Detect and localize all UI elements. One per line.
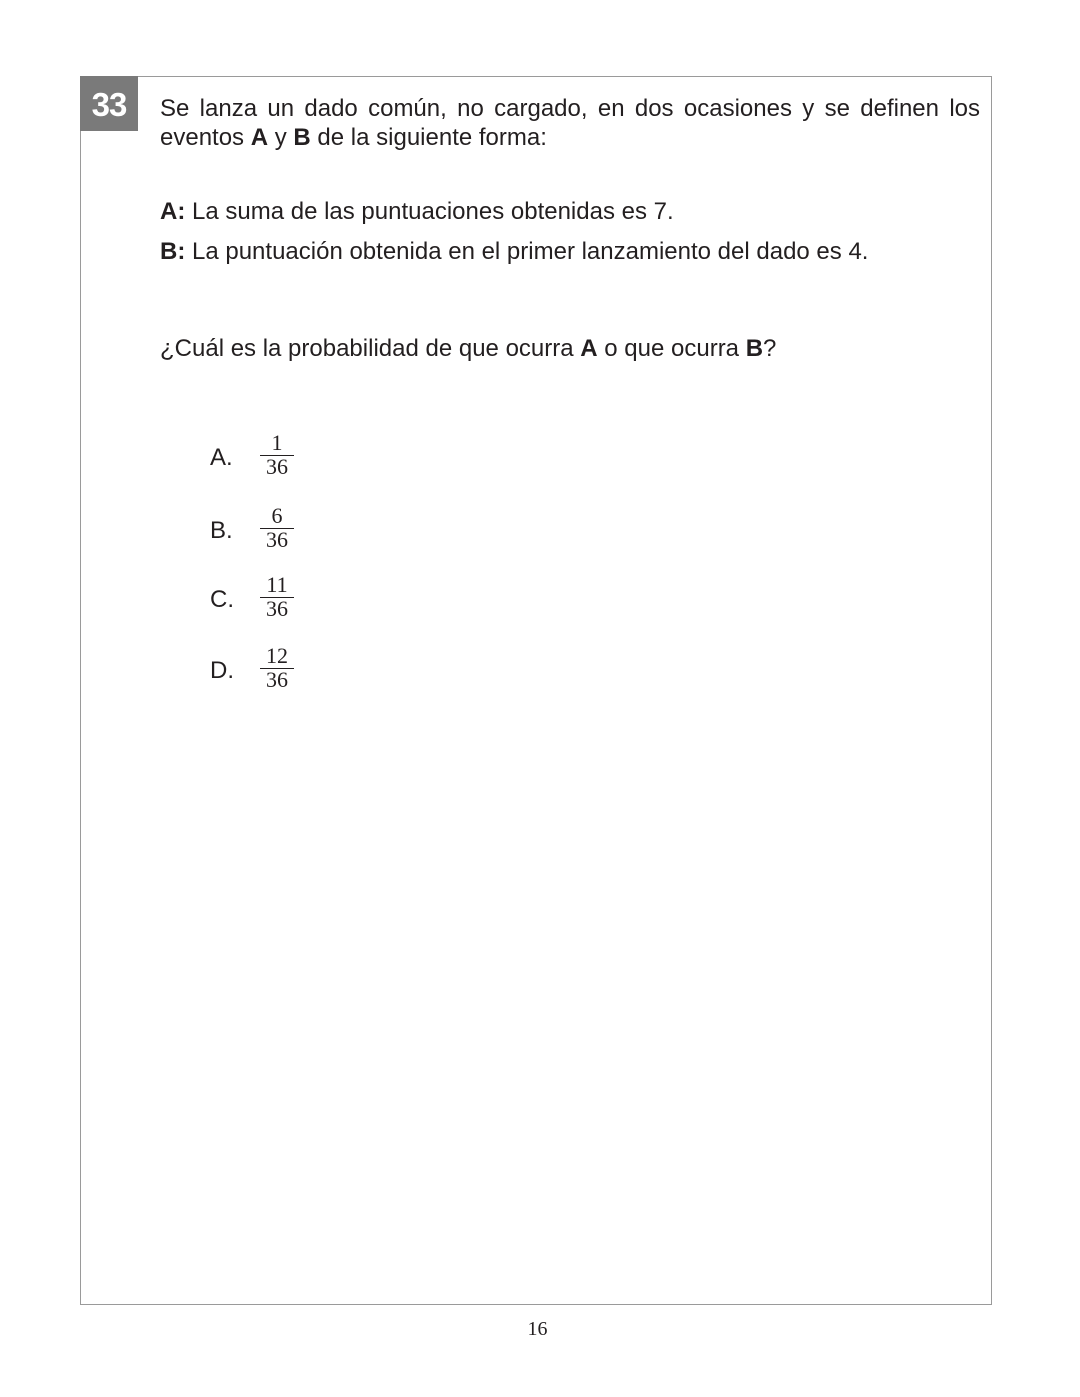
option-fraction [260,432,294,478]
numerator: 1 [260,432,294,456]
event-a-ref: A [580,335,598,362]
event-label: B: [160,238,186,265]
question-prompt [160,335,776,363]
option-letter: C. [210,586,234,613]
numerator: 6 [260,505,294,529]
event-text: La puntuación obtenida en el primer lanzamiento del dado es 4. [185,238,869,265]
prompt-text: ? [763,335,777,362]
event-a-ref: A [250,124,269,151]
event-text: La suma de las puntuaciones obtenidas es 7. [185,198,674,225]
option-letter: A. [210,444,233,471]
option-fraction [260,574,294,620]
option-letter: D. [210,657,234,684]
question-stem [160,94,980,152]
stem-text: Se lanza un dado común, no cargado, en dos ocasiones y se definen los eventos [160,95,980,151]
option-fraction [260,645,294,691]
numerator: 12 [260,645,294,669]
option-letter: B. [210,517,233,544]
event-a-definition [160,198,674,226]
event-b-ref: B [745,335,764,362]
prompt-text: ¿Cuál es la probabilidad de que ocurra [160,335,581,362]
denominator: 36 [266,596,288,621]
option-fraction [260,505,294,551]
denominator: 36 [266,667,288,692]
numerator: 11 [260,574,294,598]
page-number: 16 [527,1318,548,1340]
denominator: 36 [266,527,288,552]
prompt-text: o que ocurra [597,335,746,362]
denominator: 36 [266,454,288,479]
stem-text: de la siguiente forma: [310,124,547,151]
question-number-badge: 33 [80,76,138,131]
stem-text: y [268,124,294,151]
event-b-definition [160,238,868,266]
event-b-ref: B [293,124,311,151]
event-label: A: [160,198,186,225]
